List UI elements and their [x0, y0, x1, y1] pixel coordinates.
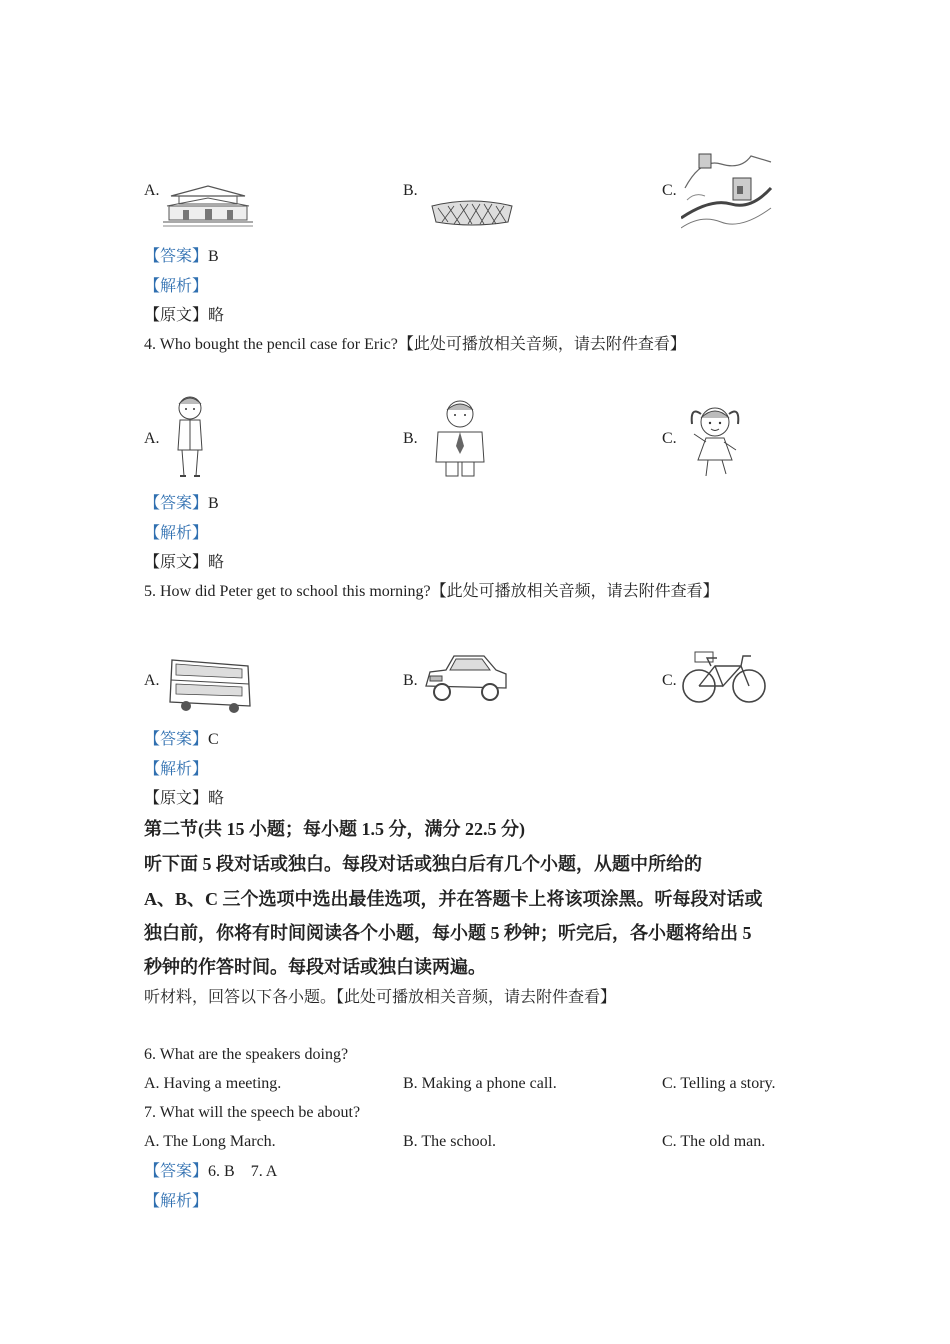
q6-option-c: C. Telling a story. [662, 1075, 776, 1092]
answer-label: 【答案】 [144, 731, 209, 748]
man-in-suit-image [432, 396, 488, 480]
woman-image [170, 392, 210, 480]
q7-question: 7. What will the speech be about? [144, 1104, 361, 1121]
answer-value: 6. B 7. A [208, 1163, 278, 1180]
q7-option-c: C. The old man. [662, 1133, 766, 1150]
question-text: 5. How did Peter get to school this morning? [144, 583, 431, 600]
original-label: 【原文】 [144, 307, 209, 324]
q3-answer [144, 247, 219, 267]
bicycle-image [681, 650, 767, 706]
girl-image [684, 398, 746, 480]
q5-option-c-letter: C. [662, 672, 677, 689]
q6-option-b: B. Making a phone call. [403, 1075, 557, 1092]
q4-question [144, 335, 686, 355]
q6-option-a: A. Having a meeting. [144, 1075, 282, 1092]
q3-option-c-letter: C. [662, 182, 677, 199]
q5-option-b-letter: B. [403, 672, 418, 689]
audio-note[interactable]: 【此处可播放相关音频，请去附件查看】 [397, 336, 686, 353]
original-value: 略 [208, 554, 225, 571]
q3-option-b-letter: B. [403, 182, 418, 199]
answer-label: 【答案】 [144, 495, 209, 512]
tiananmen-gate-image [163, 182, 253, 228]
audio-note[interactable]: 【此处可播放相关音频，请去附件查看】 [430, 583, 719, 600]
car-image [420, 650, 510, 704]
q4-option-b-letter: B. [403, 430, 418, 447]
q3-original [144, 306, 224, 326]
original-value: 略 [208, 307, 225, 324]
q4-answer [144, 494, 219, 514]
q3-option-a-letter: A. [144, 182, 160, 199]
q6-question: 6. What are the speakers doing? [144, 1046, 349, 1063]
section2-instruction-line: A、B、C 三个选项中选出最佳选项，并在答题卡上将该项涂黑。听每段对话或 [144, 889, 763, 909]
birds-nest-stadium-image [428, 198, 516, 226]
q4-analysis-label: 【解析】 [144, 525, 209, 542]
question-text: 4. Who bought the pencil case for Eric? [144, 336, 398, 353]
great-wall-image [681, 148, 775, 232]
original-value: 略 [208, 790, 225, 807]
answer-label: 【答案】 [144, 248, 209, 265]
answer-label: 【答案】 [144, 1163, 209, 1180]
section2-instruction-line: 听下面 5 段对话或独白。每段对话或独白后有几个小题，从题中所给的 [144, 854, 702, 874]
answer-value: B [208, 495, 219, 512]
q4-original [144, 553, 224, 573]
q4-option-a-letter: A. [144, 430, 160, 447]
q5-analysis-label: 【解析】 [144, 761, 209, 778]
q67-answer [144, 1162, 277, 1182]
original-label: 【原文】 [144, 554, 209, 571]
q3-analysis-label: 【解析】 [144, 278, 209, 295]
answer-value: B [208, 248, 219, 265]
section2-instruction-line: 秒钟的作答时间。每段对话或独白读两遍。 [144, 957, 486, 977]
section2-instruction-line: 独白前，你将有时间阅读各个小题，每小题 5 秒钟；听完后，各小题将给出 5 [144, 923, 752, 943]
q5-answer [144, 730, 219, 750]
bus-image [166, 656, 254, 714]
q5-option-a-letter: A. [144, 672, 160, 689]
q4-option-c-letter: C. [662, 430, 677, 447]
answer-value: C [208, 731, 219, 748]
section2-heading: 第二节(共 15 小题；每小题 1.5 分，满分 22.5 分) [144, 819, 525, 839]
material-prompt: 听材料，回答以下各小题。【此处可播放相关音频，请去附件查看】 [144, 989, 617, 1006]
q7-option-a: A. The Long March. [144, 1133, 276, 1150]
q5-original [144, 789, 224, 809]
q67-analysis-label: 【解析】 [144, 1193, 209, 1210]
q7-option-b: B. The school. [403, 1133, 497, 1150]
q5-question [144, 582, 719, 602]
original-label: 【原文】 [144, 790, 209, 807]
